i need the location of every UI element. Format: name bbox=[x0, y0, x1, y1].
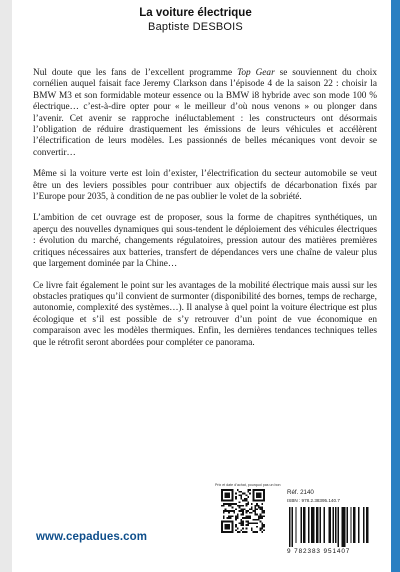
barcode-digits: 9 782383 951407 bbox=[287, 548, 351, 555]
paragraph-4: Ce livre fait également le point sur les avantages de la mobilité électrique mais aussi sur les obstacles pratiques qu’il convient de surmonter (disponibilité des bornes, temps de recharge, autonomie, complexité des systèmes…). Il analyse à quel point la voiture électrique est plus écologique et s’il est possible de s’y retrouver d’un point de vue économique en comparaison avec les modèles thermiques. Enfin, les dernières tendances techniques telles que le rétrofit seront abordées pour compléter ce panorama. bbox=[33, 280, 377, 348]
isbn-number: ISBN : 978.2.38395.140.7 bbox=[287, 498, 340, 503]
paragraph-3: L’ambition de cet ouvrage est de proposer, sous la forme de chapitres synthétiques, un aperçu des nouvelles dynamiques qui sous-tendent le déploiement des véhicules électriques : évolution du marché, changements régulatoires, pression autour des matières premières critiques nécessaires aux batteries, transfert de dépendances vers une chaîne de valeur plus que largement dominée par la Chine… bbox=[33, 213, 377, 270]
publisher-website-link[interactable]: www.cepadues.com bbox=[36, 531, 148, 543]
reference-number: Réf. 2140 bbox=[287, 489, 314, 496]
back-cover-text bbox=[33, 68, 377, 359]
left-edge-band bbox=[0, 0, 12, 572]
paragraph-1-rest: se souviennent du choix cornélien auquel faisait face Jeremy Clarkson dans l’épisode 4 de la saison 22 : choisir la BMW M3 et son formidable moteur essence ou la BMW i8 hybride avec son mode 100 % électrique… c’est-à-dire opter pour « le meilleur d’où nous venons » ou plonger dans l’avenir. Cet avenir se rapproche inéluctablement : les constructeurs ont désormais l’obligation de réduire drastiquement les émissions de leurs véhicules et accélèrent l’électrification de leurs modèles. Les passionnés de belles mécaniques vont devoir se convertir… bbox=[33, 68, 378, 158]
qr-code-icon[interactable] bbox=[221, 489, 265, 533]
show-title: Top Gear bbox=[237, 68, 275, 78]
book-header bbox=[0, 6, 391, 35]
barcode-icon bbox=[287, 507, 369, 547]
book-title: La voiture électrique bbox=[139, 7, 252, 19]
right-edge-band bbox=[391, 0, 400, 572]
isbn-block bbox=[287, 489, 369, 556]
qr-caption: Prix et date d’achat, pourquoi pas un bon bbox=[215, 483, 281, 487]
paragraph-1-start: Nul doute que les fans de l’excellent programme bbox=[33, 68, 238, 78]
paragraph-2: Même si la voiture verte est loin d’exister, l’électrification du secteur automobile se veut être un des leviers possibles pour contribuer aux objectifs de décarbonation fixés par l’Europe pour 2035, à condition de ne pas oublier le volet de la sobriété. bbox=[33, 169, 377, 203]
qr-block bbox=[215, 483, 281, 533]
book-author: Baptiste DESBOIS bbox=[148, 21, 243, 33]
paragraph-1 bbox=[33, 68, 377, 159]
